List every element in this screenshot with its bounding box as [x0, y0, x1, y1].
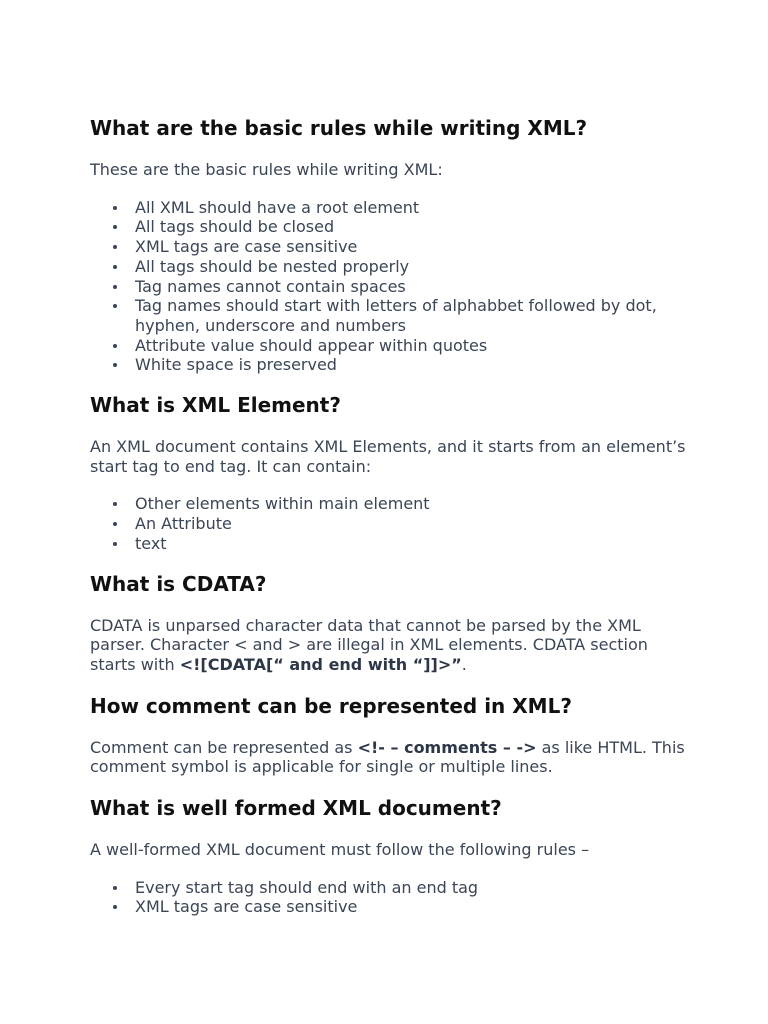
- cdata-syntax: <![CDATA[“ and end with “]]>”: [179, 654, 462, 674]
- paragraph-text: as like HTML. This comment symbol is applicable for single or multiple lines.: [90, 737, 685, 777]
- section-heading-xml-element: What is XML Element?: [90, 393, 341, 418]
- well-formed-list: [90, 878, 690, 917]
- paragraph-text: CDATA is unparsed character data that cannot be parsed by the XML parser. Character < and > are illegal in XML elements. CDATA section starts with: [90, 615, 648, 674]
- section-heading-cdata: What is CDATA?: [90, 571, 267, 596]
- list-item: All tags should be closed: [135, 217, 690, 237]
- list-item: An Attribute: [135, 514, 690, 534]
- section-heading-comment: How comment can be represented in XML?: [90, 693, 572, 718]
- list-item: All XML should have a root element: [135, 198, 690, 218]
- list-item: Tag names should start with letters of alphabbet followed by dot, hyphen, underscore and numbers: [135, 296, 690, 335]
- section-heading-well-formed: What is well formed XML document?: [90, 796, 502, 821]
- list-item: Attribute value should appear within quotes: [135, 336, 690, 356]
- list-item: Other elements within main element: [135, 494, 690, 514]
- section-intro-basic-rules: These are the basic rules while writing XML:: [90, 160, 443, 179]
- section-heading-basic-rules: What are the basic rules while writing XML?: [90, 116, 588, 140]
- section-paragraph-cdata: [90, 616, 690, 675]
- list-item: Tag names cannot contain spaces: [135, 277, 690, 297]
- basic-rules-list: [90, 198, 690, 375]
- section-intro-well-formed: A well-formed XML document must follow the following rules –: [90, 840, 590, 860]
- section-paragraph-comment: [90, 738, 690, 777]
- list-item: All tags should be nested properly: [135, 257, 690, 277]
- paragraph-text: Comment can be represented as: [90, 737, 358, 757]
- comment-syntax: <!- – comments – ->: [357, 737, 537, 757]
- document-body: [90, 113, 690, 917]
- list-item: Every start tag should end with an end tag: [135, 878, 690, 898]
- paragraph-text: .: [461, 654, 467, 674]
- list-item: XML tags are case sensitive: [135, 897, 690, 917]
- list-item: text: [135, 534, 690, 554]
- xml-element-list: [90, 494, 690, 553]
- section-intro-xml-element: An XML document contains XML Elements, and it starts from an element’s start tag to end tag. It can contain:: [90, 437, 686, 476]
- list-item: White space is preserved: [135, 355, 690, 375]
- list-item: XML tags are case sensitive: [135, 237, 690, 257]
